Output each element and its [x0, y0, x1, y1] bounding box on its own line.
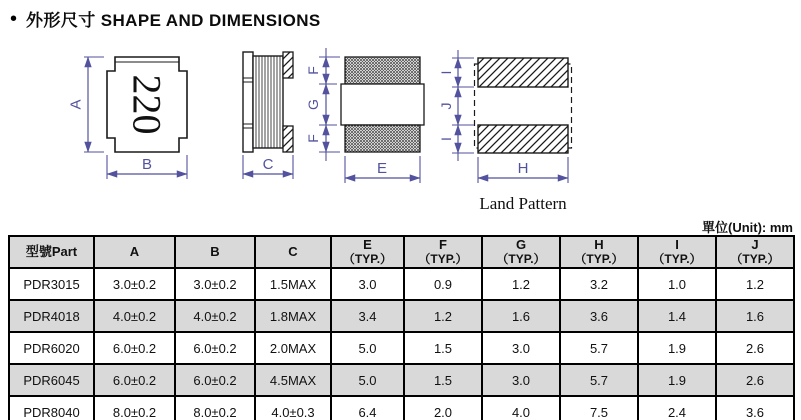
table-cell: 2.4	[638, 396, 716, 420]
a-extension-lines	[84, 57, 104, 152]
table-cell: 1.6	[482, 300, 560, 332]
front-view-drawing	[68, 57, 188, 179]
table-row	[9, 396, 794, 420]
table-cell: 1.0	[638, 268, 716, 300]
table-cell: 4.0±0.3	[255, 396, 331, 420]
table-cell: 5.0	[331, 332, 404, 364]
table-header-row	[9, 236, 794, 268]
side-flange	[243, 52, 253, 152]
table-cell: 7.5	[560, 396, 638, 420]
body-middle	[341, 84, 424, 125]
iji-ticks	[452, 58, 474, 153]
col-header-b: B	[175, 236, 255, 268]
part-marking: 220	[124, 74, 170, 135]
dim-label-a: A	[67, 99, 85, 110]
table-cell: 3.6	[560, 300, 638, 332]
table-cell: 1.8MAX	[255, 300, 331, 332]
table-cell: 1.2	[404, 300, 482, 332]
table-cell: 3.2	[560, 268, 638, 300]
table-cell: 3.0	[331, 268, 404, 300]
electrode-top	[345, 57, 420, 84]
table-cell: 3.6	[716, 396, 794, 420]
table-cell: 6.4	[331, 396, 404, 420]
terminal-bottom	[283, 126, 293, 152]
table-cell: 0.9	[404, 268, 482, 300]
table-cell: 5.7	[560, 332, 638, 364]
table-cell: 4.0±0.2	[175, 300, 255, 332]
table-cell: 3.0±0.2	[94, 268, 175, 300]
col-header-c: C	[255, 236, 331, 268]
table-cell: 1.9	[638, 332, 716, 364]
table-cell: 3.0	[482, 332, 560, 364]
dim-label-f-bottom: F	[305, 134, 321, 143]
dimension-drawings	[0, 38, 801, 220]
dim-label-b: B	[141, 156, 153, 173]
bullet-icon: •	[10, 7, 18, 30]
table-cell: 1.9	[638, 364, 716, 396]
table-cell: 2.6	[716, 332, 794, 364]
dim-label-h: H	[517, 160, 529, 177]
col-header-g: G （TYP.）	[482, 236, 560, 268]
table-cell: 8.0±0.2	[94, 396, 175, 420]
col-header-i: I （TYP.）	[638, 236, 716, 268]
bottom-view-drawing	[305, 48, 424, 183]
table-row	[9, 268, 794, 300]
part-number: PDR4018	[9, 300, 94, 332]
part-number: PDR3015	[9, 268, 94, 300]
col-header-a: A	[94, 236, 175, 268]
table-cell: 1.5	[404, 364, 482, 396]
table-cell: 2.6	[716, 364, 794, 396]
table-cell: 3.0±0.2	[175, 268, 255, 300]
table-cell: 5.0	[331, 364, 404, 396]
col-header-j: J （TYP.）	[716, 236, 794, 268]
table-cell: 4.5MAX	[255, 364, 331, 396]
table-cell: 1.6	[716, 300, 794, 332]
table-cell: 1.2	[716, 268, 794, 300]
unit-note: 單位(Unit): mm	[702, 220, 793, 235]
pad-top	[478, 58, 568, 87]
table-row	[9, 332, 794, 364]
table-cell: 6.0±0.2	[175, 332, 255, 364]
table-cell: 4.0±0.2	[94, 300, 175, 332]
section-title	[10, 6, 321, 31]
table-row	[9, 364, 794, 396]
pad-bottom	[478, 125, 568, 153]
table-cell: 5.7	[560, 364, 638, 396]
terminal-top	[283, 52, 293, 78]
table-cell: 6.0±0.2	[175, 364, 255, 396]
col-header-h: H （TYP.）	[560, 236, 638, 268]
table-cell: 1.4	[638, 300, 716, 332]
dim-label-c: C	[262, 156, 274, 173]
table-cell: 3.4	[331, 300, 404, 332]
table-cell: 8.0±0.2	[175, 396, 255, 420]
electrode-bottom	[345, 125, 420, 152]
table-cell: 1.5	[404, 332, 482, 364]
dim-label-i-bottom: I	[438, 137, 454, 141]
table-cell: 6.0±0.2	[94, 332, 175, 364]
dim-label-g: G	[305, 99, 321, 110]
land-pattern-caption: Land Pattern	[479, 194, 567, 213]
page-title: 外形尺寸 SHAPE AND DIMENSIONS	[26, 11, 321, 30]
table-cell: 4.0	[482, 396, 560, 420]
dim-label-i-top: I	[438, 70, 454, 75]
land-pattern-drawing	[438, 50, 572, 213]
table-cell: 1.2	[482, 268, 560, 300]
col-header-e: E （TYP.）	[331, 236, 404, 268]
fgf-ticks	[319, 57, 340, 152]
part-number: PDR6020	[9, 332, 94, 364]
table-row	[9, 300, 794, 332]
table-cell: 2.0	[404, 396, 482, 420]
col-header-part: 型號Part	[9, 236, 94, 268]
col-header-f: F （TYP.）	[404, 236, 482, 268]
dim-label-j: J	[438, 102, 454, 110]
table-cell: 1.5MAX	[255, 268, 331, 300]
table-cell: 2.0MAX	[255, 332, 331, 364]
table-cell: 3.0	[482, 364, 560, 396]
table-cell: 6.0±0.2	[94, 364, 175, 396]
dimensions-table	[8, 235, 795, 420]
dim-label-e: E	[376, 160, 388, 177]
part-number: PDR8040	[9, 396, 94, 420]
dim-label-f-top: F	[305, 66, 321, 75]
part-number: PDR6045	[9, 364, 94, 396]
side-view-drawing	[243, 52, 293, 179]
